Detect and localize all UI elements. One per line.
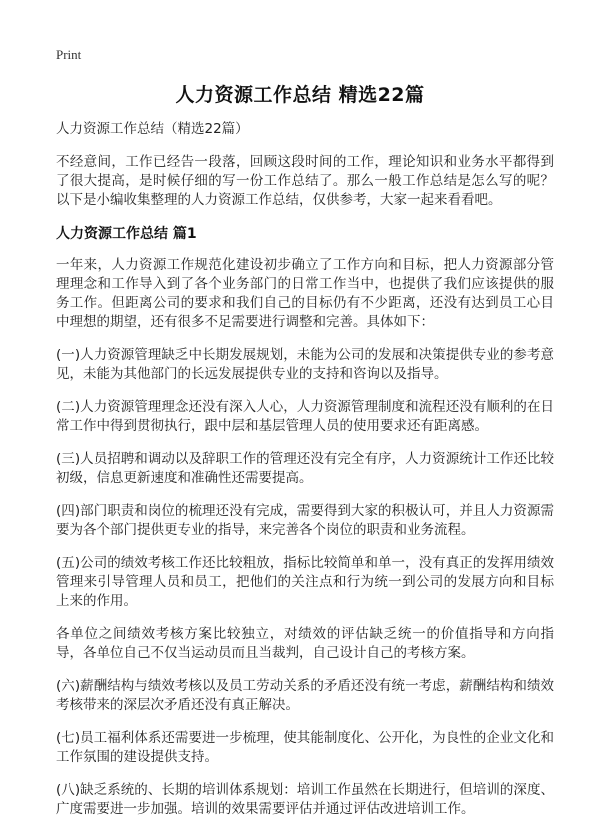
paragraph: (三)人员招聘和调动以及辞职工作的管理还没有完全有序，人力资源统计工作还比较初级，信息更新速度和准确性还需要提高。 <box>56 451 554 486</box>
paragraph: 各单位之间绩效考核方案比较独立，对绩效的评估缺乏统一的价值指导和方向指导，各单位自己不仅当运动员而且当裁判，自己设计自己的考核方案。 <box>56 626 554 661</box>
paragraph: (六)薪酬结构与绩效考核以及员工劳动关系的矛盾还没有统一考虑，薪酬结构和绩效考核带来的深层次矛盾还没有真正解决。 <box>56 678 554 713</box>
paragraph: (四)部门职责和岗位的梳理还没有完成，需要得到大家的积极认可，并且人力资源需要为各个部门提供更专业的指导，来完善各个岗位的职责和业务流程。 <box>56 503 554 538</box>
paragraph: (八)缺乏系统的、长期的培训体系规划：培训工作虽然在长期进行，但培训的深度、广度需要进一步加强。培训的效果需要评估并通过评估改进培训工作。 <box>56 782 554 817</box>
document-body <box>56 119 554 833</box>
paragraph: (七)员工福利体系还需要进一步梳理，使其能制度化、公开化，为良性的企业文化和工作氛围的建设提供支持。 <box>56 730 554 765</box>
intro-paragraph: 不经意间，工作已经告一段落，回顾这段时间的工作，理论知识和业务水平都得到了很大提高，是时候仔细的写一份工作总结了。那么一般工作总结是怎么写的呢？以下是小编收集整理的人力资源工作总结，仅供参考，大家一起来看看吧。 <box>56 154 554 208</box>
print-label[interactable]: Print <box>56 47 82 62</box>
paragraph: (五)公司的绩效考核工作还比较粗放，指标比较简单和单一，没有真正的发挥用绩效管理来引导管理人员和员工，把他们的关注点和行为统一到公司的发展方向和目标上来的作用。 <box>56 555 554 609</box>
paragraph: 一年来，人力资源工作规范化建设初步确立了工作方向和目标，把人力资源部分管理理念和工作导入到了各个业务部门的日常工作当中，也提供了我们应该提供的服务工作。但距离公司的要求和我们自己的目标仍有不少距离，还没有达到员工心目中理想的期望，还有很多不足需要进行调整和完善。具体如下： <box>56 257 554 330</box>
paragraph: (一)人力资源管理缺乏中长期发展规划，未能为公司的发展和决策提供专业的参考意见，未能为其他部门的长远发展提供专业的支持和咨询以及指导。 <box>56 347 554 382</box>
paragraph: (二)人力资源管理理念还没有深入人心，人力资源管理制度和流程还没有顺利的在日常工作中得到贯彻执行，跟中层和基层管理人员的使用要求还有距离感。 <box>56 399 554 434</box>
document-subtitle: 人力资源工作总结（精选22篇） <box>56 121 249 137</box>
page-title: 人力资源工作总结 精选22篇 <box>175 84 425 106</box>
section-heading: 人力资源工作总结 篇1 <box>56 226 197 242</box>
